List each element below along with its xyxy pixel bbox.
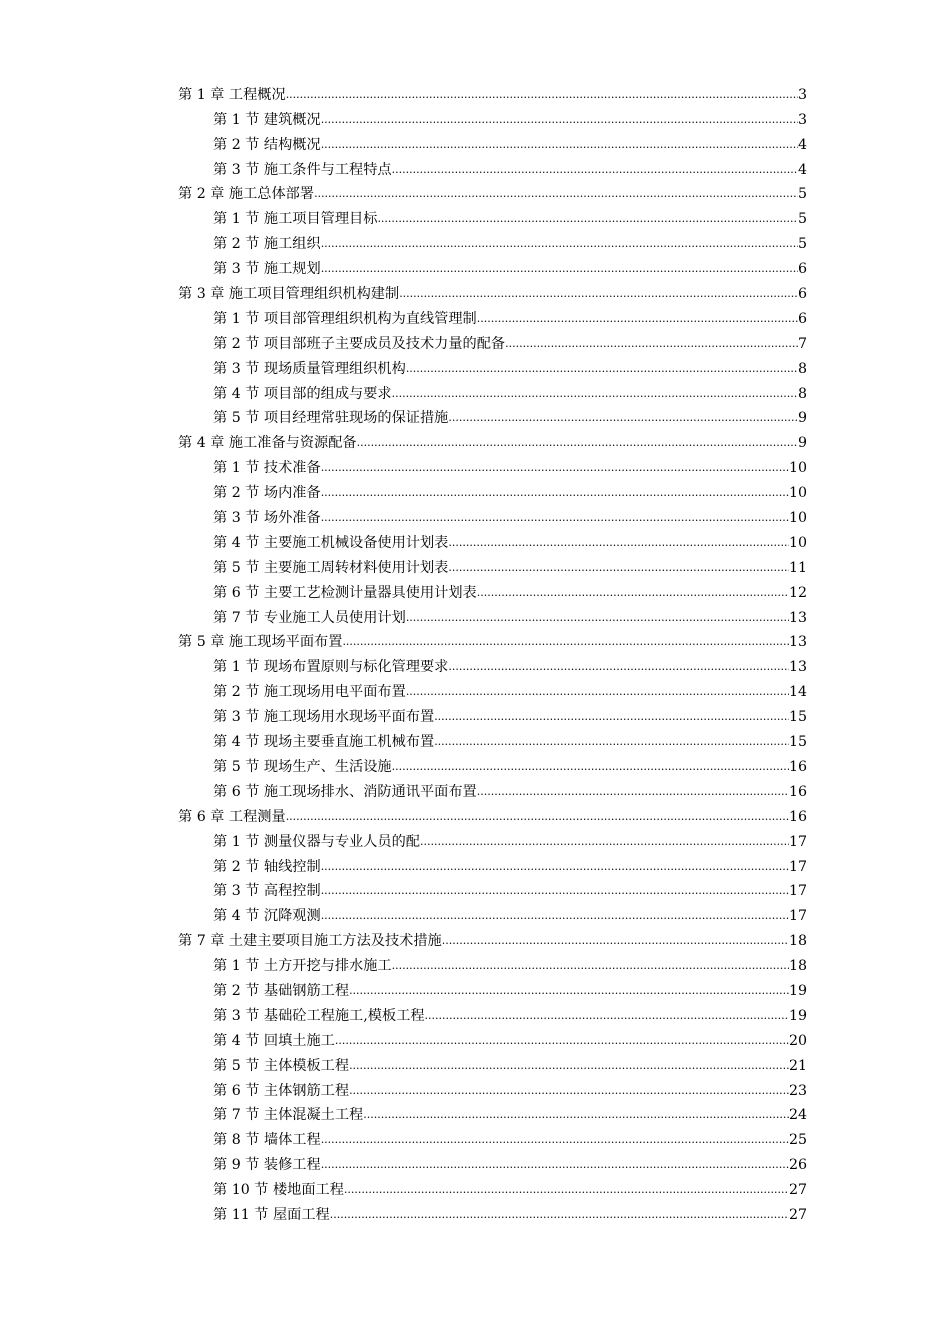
toc-page-number: 26: [788, 1157, 807, 1174]
toc-page-number: 13: [788, 659, 807, 676]
toc-dot-leader: [477, 785, 789, 801]
toc-dot-leader: [448, 411, 798, 427]
toc-section-entry[interactable]: [178, 104, 807, 129]
toc-entry-title: 第 3 节 高程控制: [213, 883, 321, 900]
toc-entry-title: 第 4 节 现场主要垂直施工机械布置: [213, 734, 435, 751]
toc-dot-leader: [314, 187, 798, 203]
toc-dot-leader: [321, 486, 789, 502]
toc-section-entry[interactable]: [178, 950, 807, 975]
toc-section-entry[interactable]: [178, 602, 807, 627]
toc-entry-title: 第 5 节 项目经理常驻现场的保证措施: [213, 410, 449, 427]
toc-entry-title: 第 11 节 屋面工程: [213, 1206, 330, 1223]
toc-page-number: 4: [797, 136, 807, 153]
toc-section-entry[interactable]: [178, 1100, 807, 1125]
toc-dot-leader: [477, 312, 798, 328]
toc-entry-title: 第 2 节 施工组织: [213, 236, 321, 253]
toc-dot-leader: [344, 1183, 789, 1199]
toc-section-entry[interactable]: [178, 975, 807, 1000]
toc-dot-leader: [406, 685, 789, 701]
toc-page-number: 9: [797, 410, 807, 427]
toc-page-number: 15: [788, 734, 807, 751]
toc-dot-leader: [321, 113, 798, 129]
toc-dot-leader: [392, 760, 789, 776]
toc-page-number: 18: [788, 958, 807, 975]
toc-page-number: 5: [797, 236, 807, 253]
toc-dot-leader: [392, 163, 798, 179]
toc-page-number: 12: [788, 584, 807, 601]
toc-section-entry[interactable]: [178, 701, 807, 726]
toc-dot-leader: [363, 1108, 789, 1124]
toc-page-number: 16: [788, 783, 807, 800]
toc-page-number: 4: [797, 161, 807, 178]
toc-chapter-entry[interactable]: [178, 925, 807, 950]
toc-entry-title: 第 6 节 主要工艺检测计量器具使用计划表: [213, 584, 477, 601]
toc-chapter-entry[interactable]: [178, 427, 807, 452]
table-of-contents: [178, 79, 807, 1224]
toc-page-number: 8: [797, 385, 807, 402]
toc-section-entry[interactable]: [178, 776, 807, 801]
toc-section-entry[interactable]: [178, 826, 807, 851]
toc-dot-leader: [448, 536, 789, 552]
toc-section-entry[interactable]: [178, 303, 807, 328]
toc-page-number: 20: [788, 1032, 807, 1049]
toc-entry-title: 第 4 节 项目部的组成与要求: [213, 385, 392, 402]
toc-page-number: 3: [797, 111, 807, 128]
toc-chapter-entry[interactable]: [178, 179, 807, 204]
toc-page-number: 17: [788, 908, 807, 925]
toc-section-entry[interactable]: [178, 477, 807, 502]
toc-section-entry[interactable]: [178, 552, 807, 577]
toc-dot-leader: [330, 1208, 789, 1224]
toc-section-entry[interactable]: [178, 328, 807, 353]
toc-dot-leader: [349, 1084, 789, 1100]
toc-dot-leader: [357, 436, 798, 452]
toc-dot-leader: [392, 959, 789, 975]
toc-chapter-entry[interactable]: [178, 627, 807, 652]
toc-entry-title: 第 10 节 楼地面工程: [213, 1182, 344, 1199]
toc-dot-leader: [286, 810, 789, 826]
toc-dot-leader: [399, 287, 798, 303]
toc-section-entry[interactable]: [178, 502, 807, 527]
toc-section-entry[interactable]: [178, 403, 807, 428]
toc-page-number: 3: [797, 86, 807, 103]
toc-section-entry[interactable]: [178, 1174, 807, 1199]
toc-section-entry[interactable]: [178, 900, 807, 925]
toc-dot-leader: [342, 635, 789, 651]
toc-section-entry[interactable]: [178, 1149, 807, 1174]
toc-entry-title: 第 5 节 现场生产、生活设施: [213, 758, 392, 775]
toc-section-entry[interactable]: [178, 1025, 807, 1050]
toc-entry-title: 第 2 节 基础钢筋工程: [213, 982, 350, 999]
toc-dot-leader: [321, 884, 789, 900]
toc-entry-title: 第 1 节 建筑概况: [213, 111, 321, 128]
toc-entry-title: 第 3 节 场外准备: [213, 510, 321, 527]
toc-section-entry[interactable]: [178, 378, 807, 403]
toc-section-entry[interactable]: [178, 1050, 807, 1075]
toc-dot-leader: [425, 1009, 789, 1025]
toc-section-entry[interactable]: [178, 154, 807, 179]
toc-page-number: 18: [788, 933, 807, 950]
toc-page-number: 19: [788, 982, 807, 999]
toc-entry-title: 第 4 节 沉降观测: [213, 908, 321, 925]
toc-section-entry[interactable]: [178, 676, 807, 701]
toc-page-number: 15: [788, 709, 807, 726]
toc-entry-title: 第 2 节 场内准备: [213, 485, 321, 502]
toc-entry-title: 第 3 章 施工项目管理组织机构建制: [178, 286, 400, 303]
toc-section-entry[interactable]: [178, 203, 807, 228]
toc-entry-title: 第 3 节 施工现场用水现场平面布置: [213, 709, 435, 726]
toc-page-number: 13: [788, 609, 807, 626]
toc-entry-title: 第 8 节 墙体工程: [213, 1132, 321, 1149]
toc-dot-leader: [406, 362, 798, 378]
toc-entry-title: 第 2 章 施工总体部署: [178, 186, 315, 203]
toc-dot-leader: [392, 387, 798, 403]
toc-dot-leader: [321, 237, 798, 253]
toc-page-number: 16: [788, 808, 807, 825]
toc-entry-title: 第 2 节 结构概况: [213, 136, 321, 153]
toc-entry-title: 第 1 章 工程概况: [178, 86, 286, 103]
toc-dot-leader: [442, 934, 789, 950]
toc-dot-leader: [321, 262, 798, 278]
toc-dot-leader: [349, 984, 789, 1000]
toc-section-entry[interactable]: [178, 651, 807, 676]
toc-dot-leader: [321, 860, 789, 876]
toc-entry-title: 第 3 节 现场质量管理组织机构: [213, 360, 406, 377]
toc-entry-title: 第 7 节 主体混凝土工程: [213, 1107, 364, 1124]
toc-chapter-entry[interactable]: [178, 278, 807, 303]
toc-page-number: 25: [788, 1132, 807, 1149]
toc-page-number: 7: [797, 335, 807, 352]
toc-page-number: 17: [788, 833, 807, 850]
toc-dot-leader: [349, 1059, 789, 1075]
toc-page-number: 6: [797, 310, 807, 327]
toc-entry-title: 第 2 节 施工现场用电平面布置: [213, 684, 406, 701]
toc-page-number: 5: [797, 211, 807, 228]
toc-entry-title: 第 7 节 专业施工人员使用计划: [213, 609, 406, 626]
toc-entry-title: 第 5 节 主体模板工程: [213, 1057, 350, 1074]
toc-section-entry[interactable]: [178, 253, 807, 278]
toc-entry-title: 第 5 节 主要施工周转材料使用计划表: [213, 559, 449, 576]
toc-section-entry[interactable]: [178, 577, 807, 602]
toc-entry-title: 第 4 节 主要施工机械设备使用计划表: [213, 534, 449, 551]
toc-section-entry[interactable]: [178, 851, 807, 876]
toc-entry-title: 第 6 节 主体钢筋工程: [213, 1082, 350, 1099]
toc-section-entry[interactable]: [178, 1075, 807, 1100]
toc-entry-title: 第 1 节 测量仪器与专业人员的配: [213, 833, 420, 850]
toc-page-number: 11: [788, 559, 807, 576]
toc-dot-leader: [377, 212, 798, 228]
toc-page-number: 5: [797, 186, 807, 203]
toc-page-number: 14: [788, 684, 807, 701]
toc-dot-leader: [477, 586, 789, 602]
toc-section-entry[interactable]: [178, 1199, 807, 1224]
toc-entry-title: 第 1 节 现场布置原则与标化管理要求: [213, 659, 449, 676]
toc-dot-leader: [434, 735, 789, 751]
toc-page-number: 24: [788, 1107, 807, 1124]
toc-chapter-entry[interactable]: [178, 79, 807, 104]
toc-page-number: 21: [788, 1057, 807, 1074]
toc-section-entry[interactable]: [178, 1124, 807, 1149]
toc-dot-leader: [448, 660, 789, 676]
toc-dot-leader: [321, 909, 789, 925]
toc-section-entry[interactable]: [178, 228, 807, 253]
toc-section-entry[interactable]: [178, 452, 807, 477]
toc-page-number: 10: [788, 460, 807, 477]
toc-dot-leader: [335, 1034, 789, 1050]
toc-page-number: 17: [788, 858, 807, 875]
toc-entry-title: 第 9 节 装修工程: [213, 1157, 321, 1174]
toc-page-number: 9: [797, 435, 807, 452]
toc-entry-title: 第 3 节 施工条件与工程特点: [213, 161, 392, 178]
toc-dot-leader: [448, 561, 789, 577]
toc-page-number: 23: [788, 1082, 807, 1099]
toc-page-number: 19: [788, 1007, 807, 1024]
toc-entry-title: 第 7 章 土建主要项目施工方法及技术措施: [178, 933, 442, 950]
toc-page-number: 8: [797, 360, 807, 377]
toc-dot-leader: [321, 1133, 789, 1149]
toc-chapter-entry[interactable]: [178, 801, 807, 826]
toc-dot-leader: [321, 1158, 789, 1174]
toc-entry-title: 第 3 节 基础砼工程施工,模板工程: [213, 1007, 425, 1024]
toc-dot-leader: [505, 337, 798, 353]
toc-section-entry[interactable]: [178, 353, 807, 378]
toc-section-entry[interactable]: [178, 726, 807, 751]
toc-entry-title: 第 1 节 项目部管理组织机构为直线管理制: [213, 310, 477, 327]
toc-entry-title: 第 1 节 土方开挖与排水施工: [213, 958, 392, 975]
toc-page-number: 27: [788, 1182, 807, 1199]
toc-entry-title: 第 3 节 施工规划: [213, 261, 321, 278]
toc-dot-leader: [321, 511, 789, 527]
toc-page-number: 6: [797, 261, 807, 278]
toc-page-number: 13: [788, 634, 807, 651]
toc-page-number: 16: [788, 758, 807, 775]
toc-entry-title: 第 4 章 施工准备与资源配备: [178, 435, 357, 452]
toc-entry-title: 第 6 节 施工现场排水、消防通讯平面布置: [213, 783, 477, 800]
toc-entry-title: 第 1 节 技术准备: [213, 460, 321, 477]
toc-page-number: 10: [788, 485, 807, 502]
toc-dot-leader: [286, 88, 798, 104]
toc-page-number: 6: [797, 286, 807, 303]
toc-section-entry[interactable]: [178, 1000, 807, 1025]
toc-dot-leader: [321, 461, 789, 477]
toc-entry-title: 第 1 节 施工项目管理目标: [213, 211, 378, 228]
toc-entry-title: 第 5 章 施工现场平面布置: [178, 634, 343, 651]
toc-dot-leader: [420, 835, 789, 851]
toc-section-entry[interactable]: [178, 876, 807, 901]
toc-dot-leader: [321, 138, 798, 154]
toc-dot-leader: [434, 710, 789, 726]
toc-page-number: 17: [788, 883, 807, 900]
toc-dot-leader: [406, 611, 789, 627]
toc-entry-title: 第 2 节 项目部班子主要成员及技术力量的配备: [213, 335, 506, 352]
toc-section-entry[interactable]: [178, 527, 807, 552]
toc-page-number: 27: [788, 1206, 807, 1223]
toc-entry-title: 第 6 章 工程测量: [178, 808, 286, 825]
toc-section-entry[interactable]: [178, 751, 807, 776]
toc-page-number: 10: [788, 510, 807, 527]
toc-section-entry[interactable]: [178, 129, 807, 154]
toc-page-number: 10: [788, 534, 807, 551]
toc-entry-title: 第 2 节 轴线控制: [213, 858, 321, 875]
toc-entry-title: 第 4 节 回填土施工: [213, 1032, 335, 1049]
